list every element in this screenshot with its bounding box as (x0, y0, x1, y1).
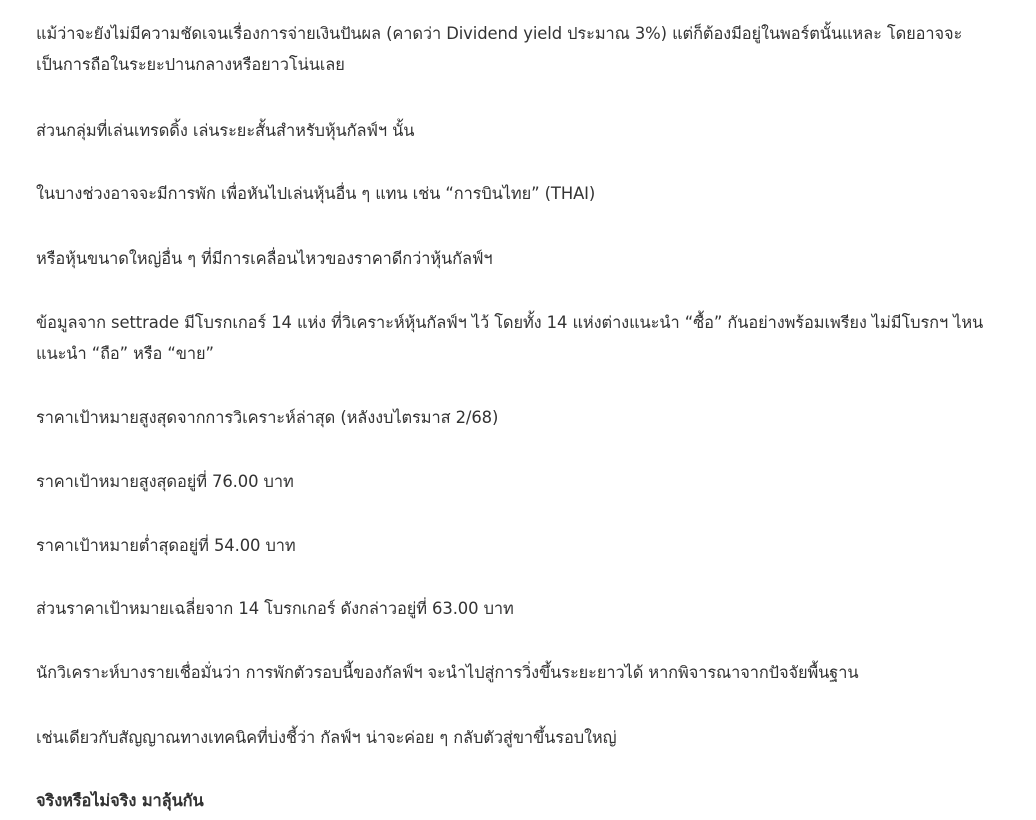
paragraph-trading: ส่วนกลุ่มที่เล่นเทรดดิ้ง เล่นระยะสั้นสำหรับหุ้นกัลฟ์ฯ นั้น (36, 121, 415, 140)
paragraph-settrade-brokers: ข้อมูลจาก settrade มีโบรกเกอร์ 14 แห่ง ที่วิเคราะห์หุ้นกัลฟ์ฯ ไว้ โดยทั้ง 14 แห่งต่างแนะนำ “ซื้อ” กันอย่างพร้อมเพรียง ไม่มีโบรกฯ ไหนแนะนำ “ถือ” หรือ “ขาย” (36, 313, 984, 363)
paragraph-target-intro: ราคาเป้าหมายสูงสุดจากการวิเคราะห์ล่าสุด (หลังงบไตรมาส 2/68) (36, 408, 499, 427)
paragraph-analyst-view: นักวิเคราะห์บางรายเชื่อมั่นว่า การพักตัวรอบนี้ของกัลฟ์ฯ จะนำไปสู่การวิ่งขึ้นระยะยาวได้ หากพิจารณาจากปัจจัยพื้นฐาน (36, 663, 859, 682)
paragraph-dividend: แม้ว่าจะยังไม่มีความชัดเจนเรื่องการจ่ายเงินปันผล (คาดว่า Dividend yield ประมาณ 3%) แต่ก็ต้องมีอยู่ในพอร์ตนั้นแหละ โดยอาจจะเป็นการถือในระยะปานกลางหรือยาวโน่นเลย (36, 24, 963, 74)
paragraph-rotation-thai: ในบางช่วงอาจจะมีการพัก เพื่อหันไปเล่นหุ้นอื่น ๆ แทน เช่น “การบินไทย” (THAI) (36, 184, 596, 203)
paragraph-technical-signal: เช่นเดียวกับสัญญาณทางเทคนิคที่บ่งชี้ว่า กัลฟ์ฯ น่าจะค่อย ๆ กลับตัวสู่ขาขึ้นรอบใหญ่ (36, 728, 617, 747)
paragraph-large-caps: หรือหุ้นขนาดใหญ่อื่น ๆ ที่มีการเคลื่อนไหวของราคาดีกว่าหุ้นกัลฟ์ฯ (36, 249, 493, 268)
closing-line: จริงหรือไม่จริง มาลุ้นกัน (36, 791, 204, 810)
paragraph-target-average: ส่วนราคาเป้าหมายเฉลี่ยจาก 14 โบรกเกอร์ ดังกล่าวอยู่ที่ 63.00 บาท (36, 599, 514, 618)
paragraph-target-low: ราคาเป้าหมายต่ำสุดอยู่ที่ 54.00 บาท (36, 536, 296, 555)
paragraph-target-high: ราคาเป้าหมายสูงสุดอยู่ที่ 76.00 บาท (36, 472, 294, 491)
